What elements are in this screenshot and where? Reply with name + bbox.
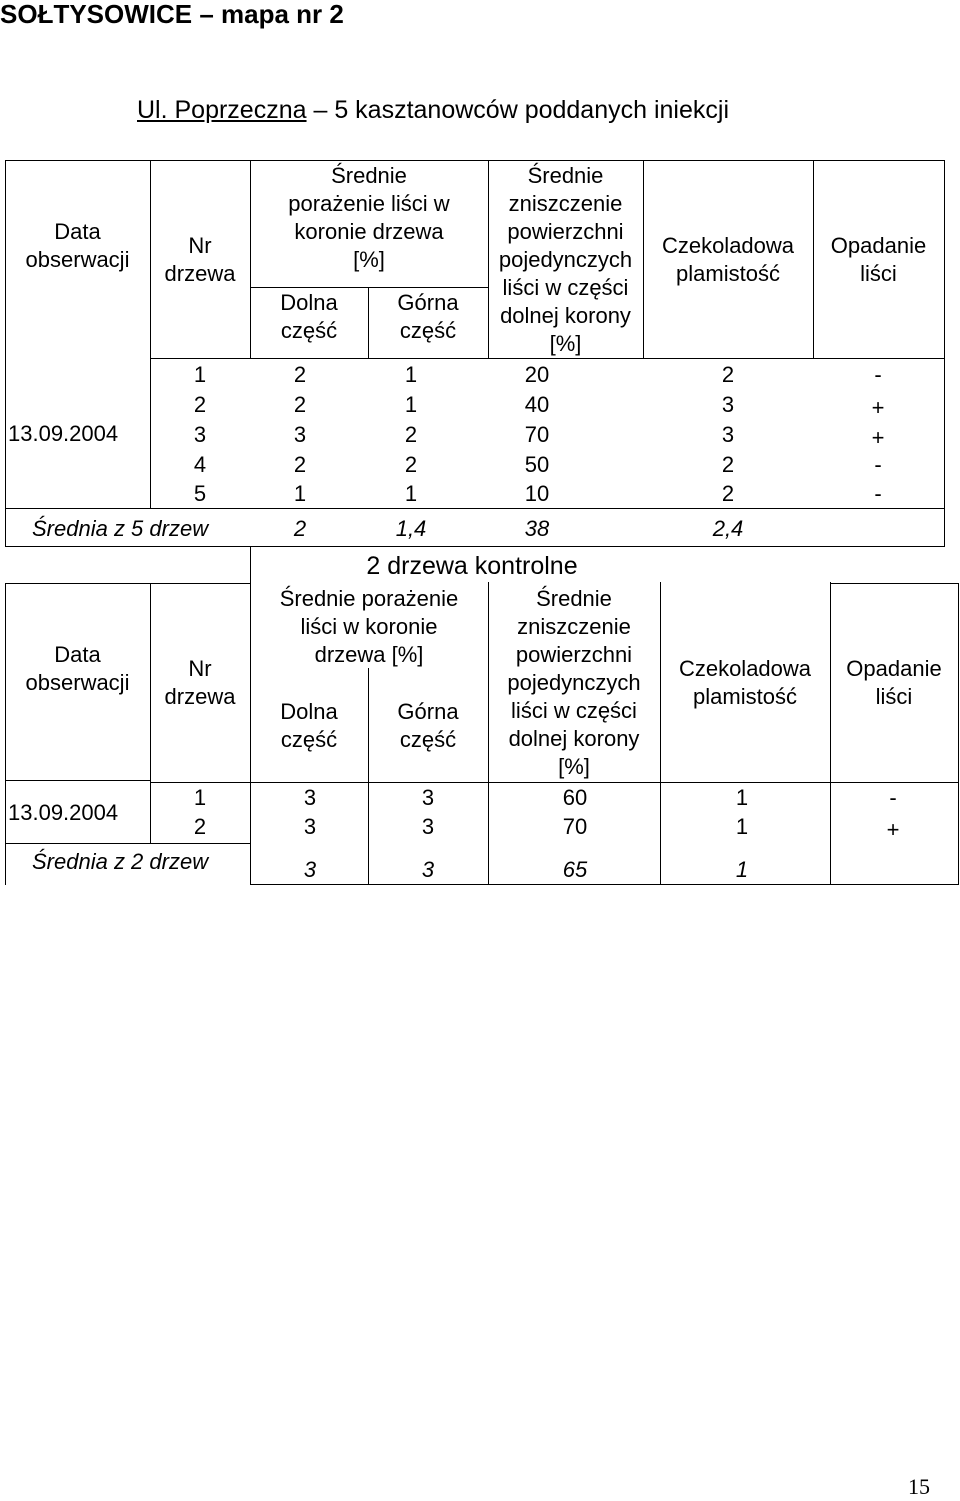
t1-header-lower: Dolna część — [280, 290, 338, 343]
t2-avg-spot: 1 — [735, 857, 749, 882]
subtitle-street: Ul. Poprzeczna — [137, 96, 307, 124]
t2-caption: 2 drzewa kontrolne — [366, 552, 578, 580]
t1-cell-spot: 2 — [721, 362, 735, 387]
t1-cell-fall: + — [871, 395, 885, 420]
t2-header-spot: Czekoladowa plamistość — [678, 656, 812, 709]
t1-cell-surface: 10 — [524, 481, 550, 506]
t1-cell-upper: 1 — [404, 481, 418, 506]
t1-cell-lower: 2 — [293, 392, 307, 417]
t2-header-lower: Dolna część — [280, 699, 338, 752]
subtitle-rest: – 5 kasztanowców poddanych iniekcji — [306, 96, 729, 124]
t1-cell-lower: 3 — [293, 422, 307, 447]
t1-cell-nr: 4 — [193, 452, 207, 477]
t1-cell-surface: 40 — [524, 392, 550, 417]
t1-avg-upper: 1,4 — [395, 516, 427, 541]
t1-cell-spot: 3 — [721, 422, 735, 447]
t2-avg-surface: 65 — [562, 857, 588, 882]
t2-cell-surface: 60 — [562, 785, 588, 810]
t2-cell-spot: 1 — [735, 785, 749, 810]
t2-cell-lower: 3 — [303, 785, 317, 810]
t2-avg-label: Średnia z 2 drzew — [32, 849, 209, 874]
t1-cell-lower: 1 — [293, 481, 307, 506]
t2-header-leaf-damage: Średnie porażenie liści w koronie drzewa [%] — [279, 586, 459, 667]
t1-cell-spot: 2 — [721, 452, 735, 477]
t1-header-spot: Czekoladowa plamistość — [661, 233, 795, 286]
t1-cell-spot: 2 — [721, 481, 735, 506]
t1-cell-nr: 1 — [193, 362, 207, 387]
t1-cell-upper: 2 — [404, 452, 418, 477]
t1-cell-fall: - — [874, 481, 882, 506]
t1-cell-upper: 1 — [404, 362, 418, 387]
t1-cell-nr: 3 — [193, 422, 207, 447]
t2-date: 13.09.2004 — [8, 800, 119, 825]
t1-cell-fall: + — [871, 425, 885, 450]
t1-cell-spot: 3 — [721, 392, 735, 417]
t1-cell-surface: 50 — [524, 452, 550, 477]
t1-cell-fall: - — [874, 452, 882, 477]
t1-header-fall: Opadanie liści — [830, 233, 927, 286]
t1-cell-lower: 2 — [293, 452, 307, 477]
t2-cell-spot: 1 — [735, 814, 749, 839]
t2-cell-nr: 1 — [193, 785, 207, 810]
t1-avg-spot: 2,4 — [712, 516, 744, 541]
t2-header-tree-no: Nr drzewa — [164, 656, 236, 709]
t1-avg-surface: 38 — [524, 516, 550, 541]
page-title: SOŁTYSOWICE – mapa nr 2 — [0, 0, 344, 29]
t1-cell-lower: 2 — [293, 362, 307, 387]
t2-cell-upper: 3 — [421, 785, 435, 810]
t1-header-upper: Górna część — [397, 290, 459, 343]
subtitle — [137, 95, 729, 125]
t2-header-upper: Górna część — [397, 699, 459, 752]
t1-header-surface-damage: Średnie zniszczenie powierzchni pojedynczych liści w części dolnej korony [%] — [498, 163, 633, 356]
t1-header-tree-no: Nr drzewa — [164, 233, 236, 286]
t2-cell-fall: + — [886, 817, 900, 842]
t1-avg-lower: 2 — [293, 516, 307, 541]
t1-cell-nr: 2 — [193, 392, 207, 417]
t2-header-surface-damage: Średnie zniszczenie powierzchni pojedynczych liści w części dolnej korony [%] — [507, 586, 641, 779]
t2-avg-upper: 3 — [421, 857, 435, 882]
t1-cell-nr: 5 — [193, 481, 207, 506]
t1-cell-upper: 2 — [404, 422, 418, 447]
t1-cell-upper: 1 — [404, 392, 418, 417]
t2-cell-lower: 3 — [303, 814, 317, 839]
t2-header-date: Data obserwacji — [25, 642, 130, 695]
t2-cell-upper: 3 — [421, 814, 435, 839]
t2-cell-fall: - — [889, 785, 897, 810]
t2-cell-nr: 2 — [193, 814, 207, 839]
t1-cell-surface: 70 — [524, 422, 550, 447]
page-number: 15 — [908, 1474, 930, 1499]
t2-cell-surface: 70 — [562, 814, 588, 839]
t1-date: 13.09.2004 — [8, 421, 119, 446]
t1-header-date: Data obserwacji — [25, 219, 130, 272]
t2-avg-lower: 3 — [303, 857, 317, 882]
t2-header-fall: Opadanie liści — [846, 656, 942, 709]
t1-cell-fall: - — [874, 362, 882, 387]
t1-cell-surface: 20 — [524, 362, 550, 387]
t1-avg-label: Średnia z 5 drzew — [32, 516, 209, 541]
t1-header-leaf-damage: Średnie porażenie liści w koronie drzewa [%] — [288, 163, 450, 272]
